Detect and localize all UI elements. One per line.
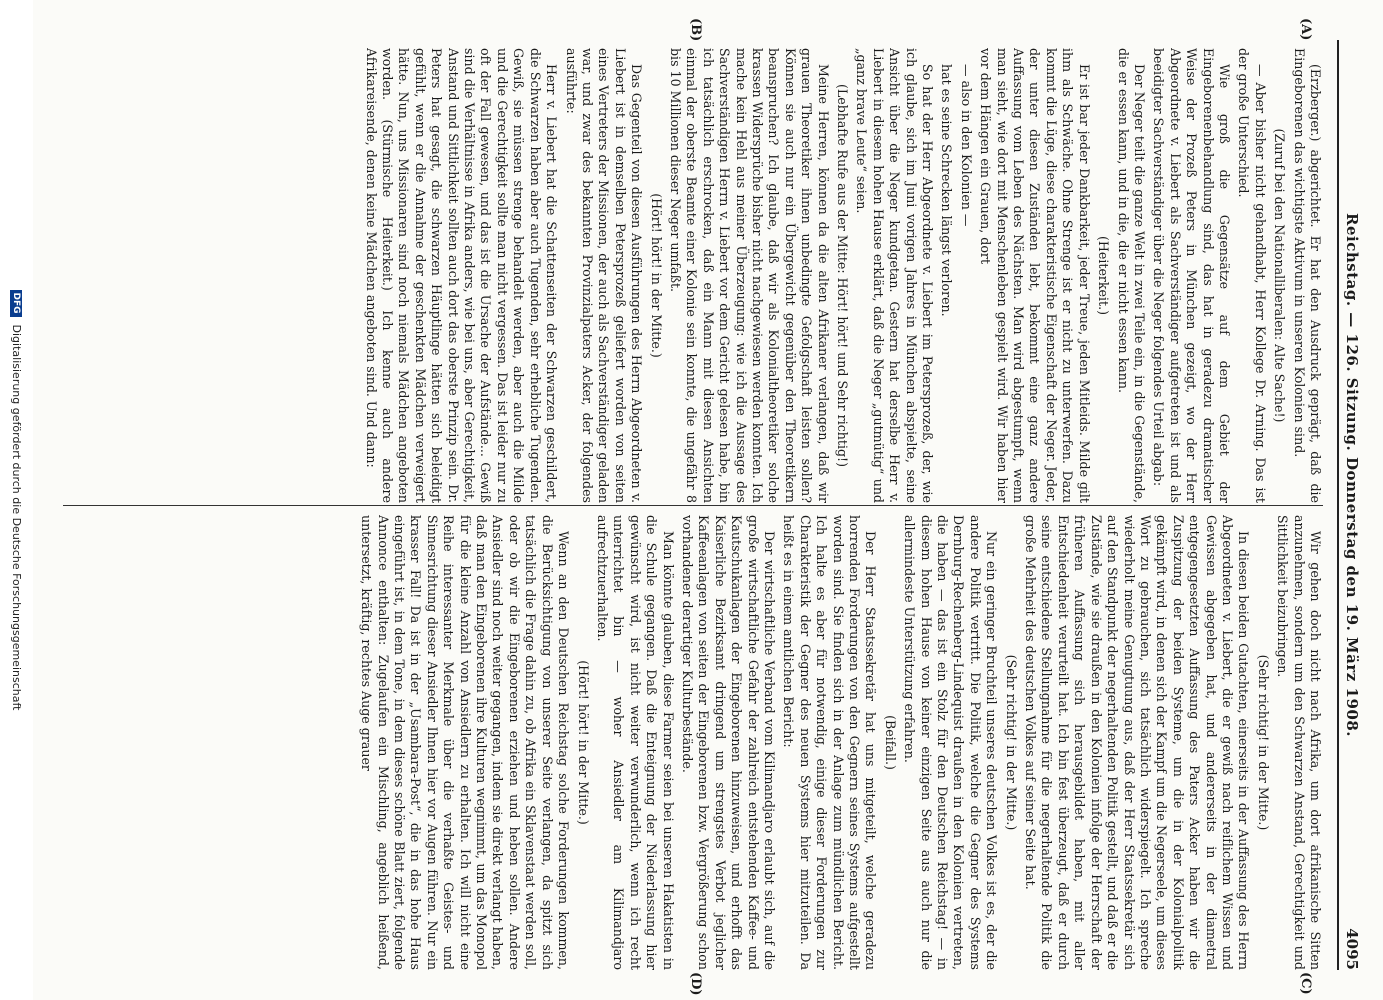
paragraph: Nur ein geringer Bruchteil unseres deutschen Volkes ist es, der die andere Politik vertritt. Die Politik, welche die Gegner des Systems Dernburg-Rechenberg-Lindequist draußen in den Kolonien vertreten, die haben — das ist ein Stolz für den Deutschen Reichstag! — in diesem hohen Hause von keiner einzigen Seite aus auch nur die allermindeste Unterstützung erfahren.: [902, 515, 1000, 970]
right-column: [58, 515, 1323, 970]
paragraph: Das Gegenteil von diesen Ausführungen des Herrn Abgeordneten v. Liebert ist in demselben Petersprozeß geliefert worden von seiten eines Vertreters der Missionen, der auch als Sachverständiger geladen war, und zwar des bekannten Provinzialpaters Acker, der folgendes ausführte:: [563, 48, 645, 503]
interjection: (Sehr richtig! in der Mitte.): [1003, 654, 1019, 831]
paragraph: Wenn an den Deutschen Reichstag solche Forderungen kommen, die Berücksichtigung von unserer Seite verlangen, da spitzt sich tatsächlich die Frage dahin zu, ob Afrika ein Sklavenstaat werden soll, oder ob wir die Eingeborenen erziehen und heben sollen. Andere Ansiedler sind noch weiter gegangen, indem sie direkt verlangt haben, daß man den Eingeborenen ihre Kulturen wegnimmt, um das Monopol für die kleine Anzahl von Ansiedlern zu erhalten. Ich will nicht eine Reihe interessanter Merkmale über die verhaßte Geistes- und Sinnesrichtung dieser Ansiedler Ihnen hier vor Augen führen. Nur ein krasser Fall! Da ist in der „Usambara-Post“, die in das hohe Haus eingeführt ist, in dem Tone, in dem dieses schöne Blatt ziert, folgende Annonce enthalten: Zugelaufen ein Mischling, angeblich heißend, untersetzt, kräftig, rechtes Auge grauer: [359, 515, 572, 970]
interjection: (Heiterkeit.): [1096, 236, 1112, 315]
margin-mark-b: (B): [688, 18, 703, 42]
paragraph: Er ist bar jeder Dankbarkeit, jeder Treue, jeden Mitleids. Milde gilt ihm als Schwäche. Ohne Strenge ist er nicht zu unterwerfen. Dazu kommt die Lüge, diese charakteristische Eigenschaft der Neger. Jeder, der unter diesen Zuständen lebt, bekommt eine ganz andere Auffassung vom Leben des Nächsten. Man wird abgestumpft, wenn man sieht, wie dort mit Menschenleben gespielt wird. Wir haben hier vor dem Hängen ein Grauen, dort: [978, 48, 1092, 503]
margin-mark-c: (C): [1298, 972, 1313, 995]
interjection: (Hört! hört! in der Mitte.): [575, 660, 591, 825]
paragraph: Herr v. Liebert hat die Schattenseiten der Schwarzen geschildert, die Schwarzen haben aber auch Tugenden, sehr erhebliche Tugenden. Gewiß, sie müssen strenge behandelt werden, aber auch die Milde und die Gerechtigkeit sollte man nicht vergessen. Das ist leider nur zu oft der Fall gewesen, und das ist die Ursache der Aufstände... Gewiß sind die Verhältnisse in Afrika anders, wie bei uns, aber Gerechtigkeit, Anstand und Sittlichkeit sollten auch dort das oberste Prinzip sein. Dr. Peters hat gesagt, die schwarzen Häuptlinge hätten sich beleidigt gefühlt, wenn er die Annahme der geschenkten Mädchen verweigert hätte. Nun, uns Missionaren sind noch niemals Mädchen angeboten worden. (Stürmische Heiterkeit.) Ich kenne auch andere Afrikareisende, denen keine Mädchen angeboten sind. Und dann:: [363, 48, 560, 503]
margin-mark-d: (D): [688, 972, 703, 996]
left-column: [58, 48, 1323, 503]
paragraph: Meine Herren, können da die alten Afrikaner verlangen, daß wir grauen Theoretiker ihnen unbedingte Gefolgschaft leisten sollen? Können sie auch nur ein Übergewicht gegenüber den Theoretikern beanspruchen? Ich glaube, daß wir als Kolonialtheoretiker solche krassen Widersprüche bisher nicht nachgewiesen werden konnten. Ich mache kein Hehl aus meiner Überzeugung: wie ich die Aussage des Sachverständigen Herrn v. Liebert vor dem Gericht gelesen habe, bin ich tatsächlich erschrocken, daß ein Mann mit diesen Ansichten einmal der oberste Beamte einer Kolonie sein konnte, die ungefähr 8 bis 10 Millionen dieser Neger umfaßt.: [667, 48, 831, 503]
paragraph: Der Neger teilt die ganze Welt in zwei Teile ein, in die Gegenstände, die er essen kann, und in die, die er nicht essen kann.: [1115, 48, 1147, 503]
interjection: (Zuruf bei den Nationalliberalen: Alte Sache!): [1272, 128, 1288, 423]
dfg-logo: DFG: [11, 290, 23, 317]
paragraph: Wie groß die Gegensätze auf dem Gebiet der Eingeborenenbehandlung sind, das hat in geradezu dramatischer Weise der Prozeß Peters in München gezeigt, wo der Herr Abgeordnete v. Liebert als Sachverständiger aufgetreten ist und als beeidigter Sachverständiger über die Neger folgendes Urteil abgab:: [1151, 48, 1232, 503]
paragraph: Wir gehen doch nicht nach Afrika, um dort afrikanische Sitten anzunehmen, sondern um den Schwarzen Anstand, Gerechtigkeit und Sittlichkeit beizubringen.: [1275, 515, 1323, 970]
paragraph: So hat der Herr Abgeordnete v. Liebert im Petersprozeß, der, wie ich glaube, sich im Juni vorigen Jahres in München abspielte, seine Ansicht über die Neger kundgetan. Gestern hat derselbe Herr v. Liebert in diesem hohen Hause erklärt, daß die Neger „gutmütig“ und „ganz brave Leute“ seien.: [854, 48, 936, 503]
paragraph: Man könnte glauben, diese Farmer seien bei unseren Hakatisten in die Schule gegangen. Daß die Enteignung der Niederlassung hier gewünscht wird, ist nicht weiter verwunderlich, wenn ich recht unterrichtet bin — woher Ansiedler am Kilimandjaro aufrechtzuerhalten.: [594, 515, 676, 970]
page-number: 4095: [1343, 928, 1361, 970]
paragraph: In diesen beiden Gutachten, einerseits in der Auffassung des Herrn Abgeordneten v. Liebert, die er gewiß nach reiflichem Wissen und Gewissen abgegeben hat, und andererseits in der diametral entgegengesetzten Auffassung des Paters Acker haben wir die Zuspitzung der beiden Systeme, um die in der Kolonialpolitik gekämpft wird, in denen sich der Kampf um die Negerseele, um dieses Wort zu gebrauchen, sich tatsächlich widerspiegelt. Ich spreche wiederholt meine Genugtuung aus, daß der Herr Staatssekretär sich auf den Standpunkt der negerhaltenden Politik gestellt, und daß er die Zustände, wie sie draußen in den Kolonien infolge der Herrschaft der früheren Auffassung sich herausgebildet haben, mit aller Entschiedenheit verurteilt hat. Ich bin fest überzeugt, daß er durch seine entschiedene Stellungnahme für die negerhaltende Politik die große Mehrheit des deutschen Volkes auf seiner Seite hat.: [1023, 515, 1252, 970]
margin-mark-a: (A): [1298, 18, 1313, 41]
column-divider: [63, 505, 1323, 506]
paragraph: hat es seine Schrecken längst verloren.: [939, 64, 955, 317]
page-header: [1337, 40, 1383, 970]
interjection: (Beifall.): [882, 715, 898, 770]
interjection: (Lebhafte Rufe aus der Mitte: Hört! hört! und Sehr richtig!): [835, 83, 851, 468]
paragraph: — Aber bisher nicht gehandhabt, Herr Kollege Dr. Arning. Das ist der große Unterschied.: [1236, 48, 1268, 503]
interjection: (Sehr richtig! in der Mitte.): [1255, 654, 1271, 831]
paragraph: — also in den Kolonien —: [958, 64, 974, 227]
paragraph: Der Herr Staatssekretär hat uns mitgeteilt, welche geradezu horrenden Forderungen von den Gegnern seines Systems aufgestellt worden sind. Sie finden sich in der Anlage zum mündlichen Bericht. Ich halte es aber für notwendig, einige dieser Forderungen zur Charakteristik der Gegner des neuen Systems hier mitzuteilen. Da heißt es in einem amtlichen Bericht:: [781, 515, 879, 970]
interjection: (Hört! hört! in der Mitte.): [648, 193, 664, 358]
running-header: Reichstag. — 126. Sitzung. Donnerstag den 19. März 1908.: [1343, 213, 1361, 737]
paragraph: (Erzberger.) abgerichtet. Er hat den Ausdruck geprägt, daß die Eingeborenen das wichtigste Aktivum in unseren Kolonien sind.: [1291, 48, 1323, 503]
footer: [0, 0, 33, 1000]
funding-notice: Digitalisierung gefördert durch die Deutsche Forschungsgemeinschaft: [10, 324, 23, 711]
paragraph: Der wirtschaftliche Verband vom Kilimandjaro erlaubt sich, auf die große wirtschaftliche Gefahr der zahlreich entstehenden Kaffee- und Kautschukanlagen der Eingeborenen hinzuweisen, und erhofft das Kaiserliche Bezirksamt dringend um strengstes Verbot jeglicher Kaffeeanlagen von seiten der Eingeborenen bzw. Vergrößerung schon vorhandener derartiger Kulturbestände.: [679, 515, 777, 970]
